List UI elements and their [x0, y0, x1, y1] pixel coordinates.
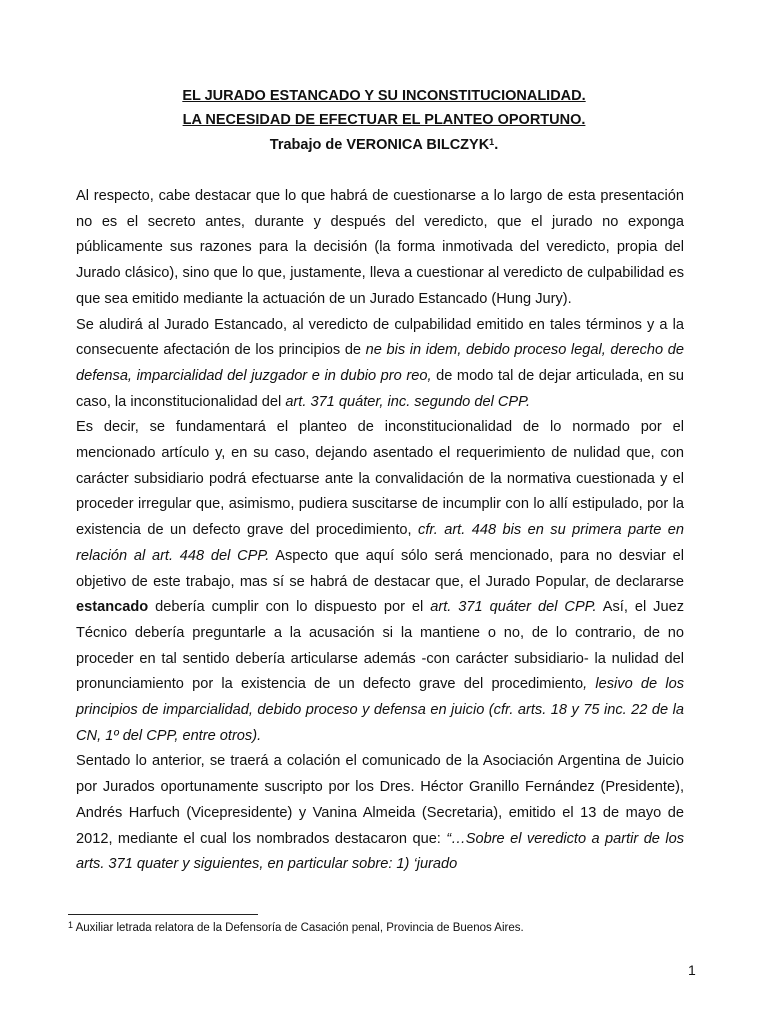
text-run: debería cumplir con lo dispuesto por el	[148, 599, 431, 616]
italic-run: cfr. art. 448 bis en su primera parte en relación al art. 448 del CPP.	[76, 522, 684, 564]
title-line-1: EL JURADO ESTANCADO Y SU INCONSTITUCIONALIDAD.	[182, 88, 586, 104]
footnote-divider	[68, 914, 258, 915]
author-text: Trabajo de VERONICA BILCZYK	[269, 137, 490, 153]
footnote	[68, 920, 688, 936]
footnote-reference: 1	[489, 137, 495, 147]
text-run: Así, el Juez Técnico debería preguntarle a la acusación si la mantiene o no, de lo contrario, de no proceder en tal sentido debería articularse además -con carácter subsidiario- la nulidad del pronunciamiento por la existencia de un defecto grave del procedimiento	[76, 599, 685, 693]
paragraph-4	[76, 749, 684, 878]
italic-run: “…Sobre el veredicto a partir de los arts. 371 quater y siguientes, en particular sobre: 1) ‘jurado	[76, 830, 684, 873]
italic-run: ne bis in idem, debido proceso legal, derecho de defensa, imparcialidad del juzgador e in dubio pro reo,	[76, 342, 684, 384]
paragraph-3	[76, 415, 684, 749]
italic-run: art. 371 quáter del CPP.	[430, 599, 597, 616]
footnote-text: Auxiliar letrada relatora de la Defensoría de Casación penal, Provincia de Buenos Aires.	[73, 922, 524, 934]
text-run: Aspecto que aquí sólo será mencionado, para no desviar el objetivo de este trabajo, mas sí se habrá de destacar que, el Jurado Popular, de declararse	[76, 547, 685, 590]
paragraph-2	[76, 313, 684, 416]
author-line	[0, 133, 768, 157]
page-number: 1	[688, 962, 696, 978]
text-run: Se aludirá al Jurado Estancado, al veredicto de culpabilidad emitido en tales términos y a la consecuente afectación de los principios de	[76, 316, 684, 359]
body-text	[76, 184, 684, 878]
footnote-mark: 1	[68, 920, 74, 930]
bold-run: estancado	[76, 599, 149, 616]
title-line-2: LA NECESIDAD DE EFECTUAR EL PLANTEO OPORTUNO.	[182, 112, 586, 128]
text-run: Es decir, se fundamentará el planteo de inconstitucionalidad de lo normado por el mencionado artículo y, en su caso, dejando asentado el requerimiento de nulidad que, con carácter subsidiario podrá efectuarse ante la convalidación de la normativa cuestionada y el proceder irregular que, asimismo, pudiera suscitarse de incumplir con lo allí estipulado, por la existencia de un defecto grave del procedimiento,	[76, 419, 684, 539]
italic-run: art. 371 quáter, inc. segundo del CPP.	[285, 393, 531, 410]
italic-run: , lesivo de los principios de imparcialidad, debido proceso y defensa en juicio (cfr. arts. 18 y 75 inc. 22 de la CN, 1º del CPP, entre otros).	[76, 676, 684, 744]
text-run: de modo tal de dejar articulada, en su caso, la inconstitucionalidad del	[76, 367, 684, 410]
author-period: .	[494, 137, 499, 153]
text-run: Sentado lo anterior, se traerá a colación el comunicado de la Asociación Argentina de Juicio por Jurados oportunamente suscripto por los Dres. Héctor Granillo Fernández (Presidente), Andrés Harfuch (Vicepresidente) y Vanina Almeida (Secretaria), emitido el 13 de mayo de 2012, mediante el cual los nombrados destacaron que:	[76, 753, 684, 847]
paragraph-1: Al respecto, cabe destacar que lo que habrá de cuestionarse a lo largo de esta presentación no es el secreto antes, durante y después del veredicto, que el jurado no exponga públicamente sus razones para la decisión (la forma inmotivada del veredicto, propia del Jurado clásico), sino que lo que, justamente, lleva a cuestionar al veredicto de culpabilidad es que sea emitido mediante la actuación de un Jurado Estancado (Hung Jury).	[76, 188, 684, 307]
